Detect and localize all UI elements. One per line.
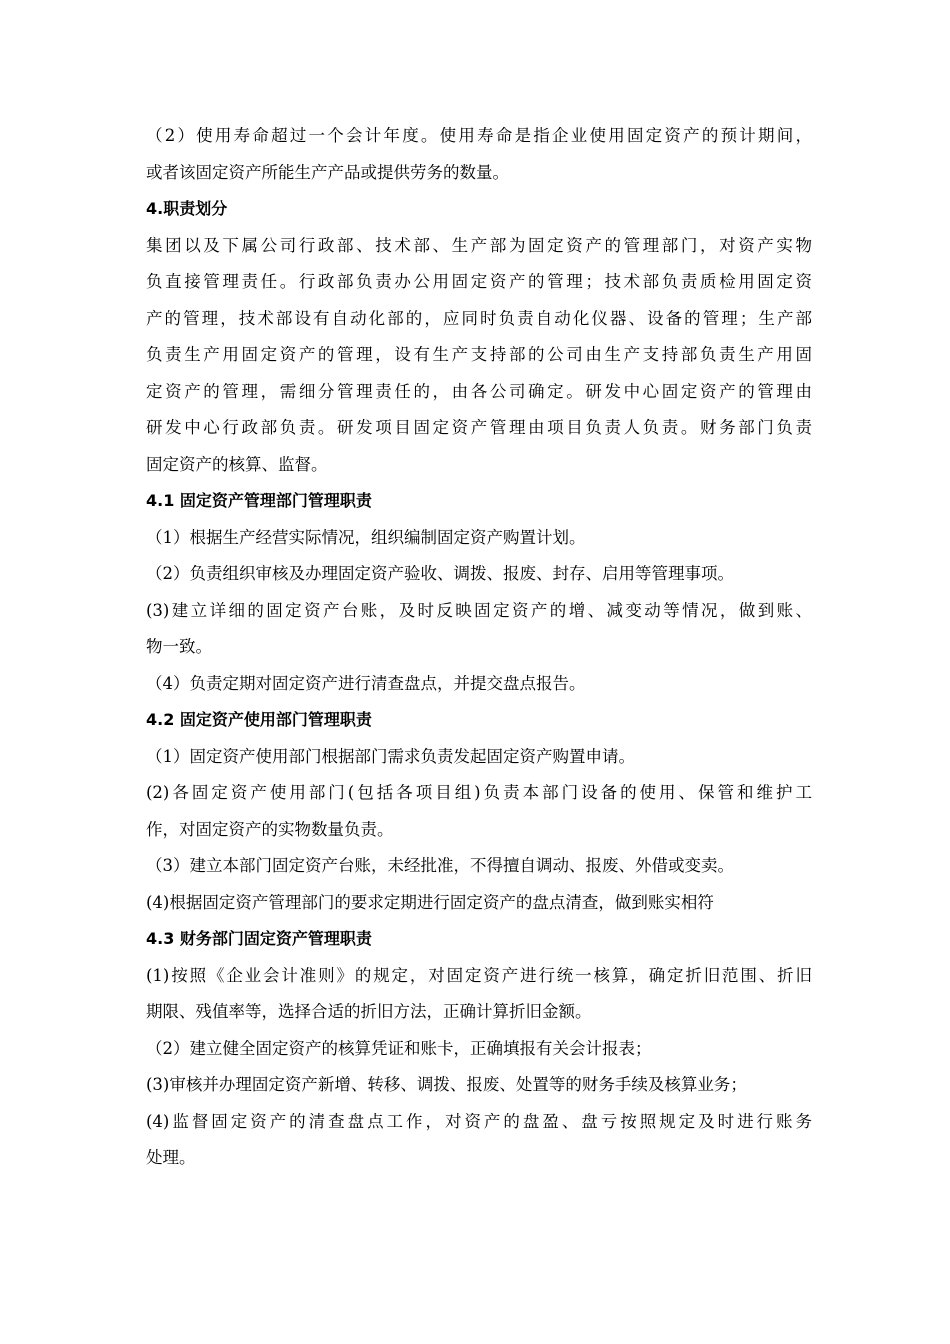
text-line: 固定资产的核算、监督。 [146,454,328,474]
text-line: 物一致。 [146,637,212,656]
section-heading: 4.3 财务部门固定资产管理职责 [146,929,372,948]
list-item [146,593,812,666]
paragraph-useful-life [146,118,812,191]
text-line: 集团以及下属公司行政部、技术部、生产部为固定资产的管理部门，对资产实物 [146,235,812,255]
section-heading: 4.职责划分 [146,199,228,218]
section-heading: 4.2 固定资产使用部门管理职责 [146,710,372,729]
text-line: (4)监督固定资产的清查盘点工作，对资产的盘盈、盘亏按照规定及时进行账务 [146,1111,812,1131]
list-item: （1）固定资产使用部门根据部门需求负责发起固定资产购置申请。 [146,746,635,766]
list-item [146,775,812,848]
list-item [146,958,812,1031]
text-line: 负责生产用固定资产的管理，设有生产支持部的公司由生产支持部负责生产用固 [146,345,812,364]
text-line: (3)建立详细的固定资产台账，及时反映固定资产的增、减变动等情况，做到账、 [146,600,812,620]
list-item: （2）负责组织审核及办理固定资产验收、调拨、报废、封存、启用等管理事项。 [146,564,734,583]
list-item: （2）建立健全固定资产的核算凭证和账卡，正确填报有关会计报表； [146,1038,652,1058]
text-line: (1)按照《企业会计准则》的规定，对固定资产进行统一核算，确定折旧范围、折旧 [146,965,812,985]
text-line: 定资产的管理，需细分管理责任的，由各公司确定。研发中心固定资产的管理由 [146,381,812,401]
list-item: (3)审核并办理固定资产新增、转移、调拨、报废、处置等的财务手续及核算业务； [146,1075,747,1094]
text-line: 作，对固定资产的实物数量负责。 [146,819,394,839]
text-line: 产的管理，技术部设有自动化部的，应同时负责自动化仪器、设备的管理；生产部 [146,308,812,328]
text-line: 期限、残值率等，选择合适的折旧方法，正确计算折旧金额。 [146,1002,592,1021]
list-item: （3）建立本部门固定资产台账，未经批准，不得擅自调动、报废、外借或变卖。 [146,856,734,875]
section-heading: 4.1 固定资产管理部门管理职责 [146,491,372,510]
document-page [146,118,812,1177]
text-line: 处理。 [146,1148,196,1167]
list-item [146,1104,812,1177]
list-item: （1）根据生产经营实际情况，组织编制固定资产购置计划。 [146,527,586,547]
text-line: 或者该固定资产所能生产产品或提供劳务的数量。 [146,162,509,182]
list-item: (4)根据固定资产管理部门的要求定期进行固定资产的盘点清查，做到账实相符 [146,892,714,912]
list-item: （4）负责定期对固定资产进行清查盘点，并提交盘点报告。 [146,673,586,693]
paragraph-responsibility-division [146,228,812,484]
text-line: （2）使用寿命超过一个会计年度。使用寿命是指企业使用固定资产的预计期间， [146,126,812,145]
text-line: 研发中心行政部负责。研发项目固定资产管理由项目负责人负责。财务部门负责 [146,418,812,437]
text-line: 负直接管理责任。行政部负责办公用固定资产的管理；技术部负责质检用固定资 [146,272,812,291]
text-line: (2)各固定资产使用部门(包括各项目组)负责本部门设备的使用、保管和维护工 [146,783,812,802]
